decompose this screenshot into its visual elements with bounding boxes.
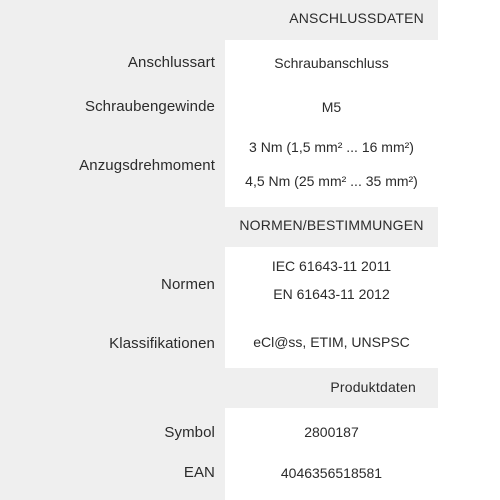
- value-symbol: 2800187: [304, 424, 359, 440]
- label-normen: Normen: [161, 276, 215, 293]
- value-anzugsdrehmoment-1: 3 Nm (1,5 mm² ... 16 mm²): [249, 139, 414, 155]
- label-anzugsdrehmoment: Anzugsdrehmoment: [79, 157, 215, 174]
- label-symbol: Symbol: [164, 424, 215, 441]
- value-anschlussart: Schraubanschluss: [274, 55, 389, 71]
- label-schraubengewinde: Schraubengewinde: [84, 98, 215, 115]
- section-title-produktdaten: Produktdaten: [330, 379, 416, 395]
- value-ean: 4046356518581: [280, 465, 383, 481]
- value-normen-2: EN 61643-11 2012: [273, 286, 390, 302]
- section-title-anschlussdaten: ANSCHLUSSDATEN: [289, 10, 424, 26]
- label-anschlussart: Anschlussart: [127, 54, 215, 71]
- value-anzugsdrehmoment-2: 4,5 Nm (25 mm² ... 35 mm²): [245, 173, 418, 189]
- value-schraubengewinde: M5: [321, 99, 342, 115]
- value-klassifikationen: eCl@ss, ETIM, UNSPSC: [253, 334, 410, 350]
- value-normen-1: IEC 61643-11 2011: [271, 258, 392, 274]
- label-ean: EAN: [183, 464, 215, 481]
- label-klassifikationen: Klassifikationen: [109, 335, 215, 352]
- section-title-normen: NORMEN/BESTIMMUNGEN: [239, 217, 424, 233]
